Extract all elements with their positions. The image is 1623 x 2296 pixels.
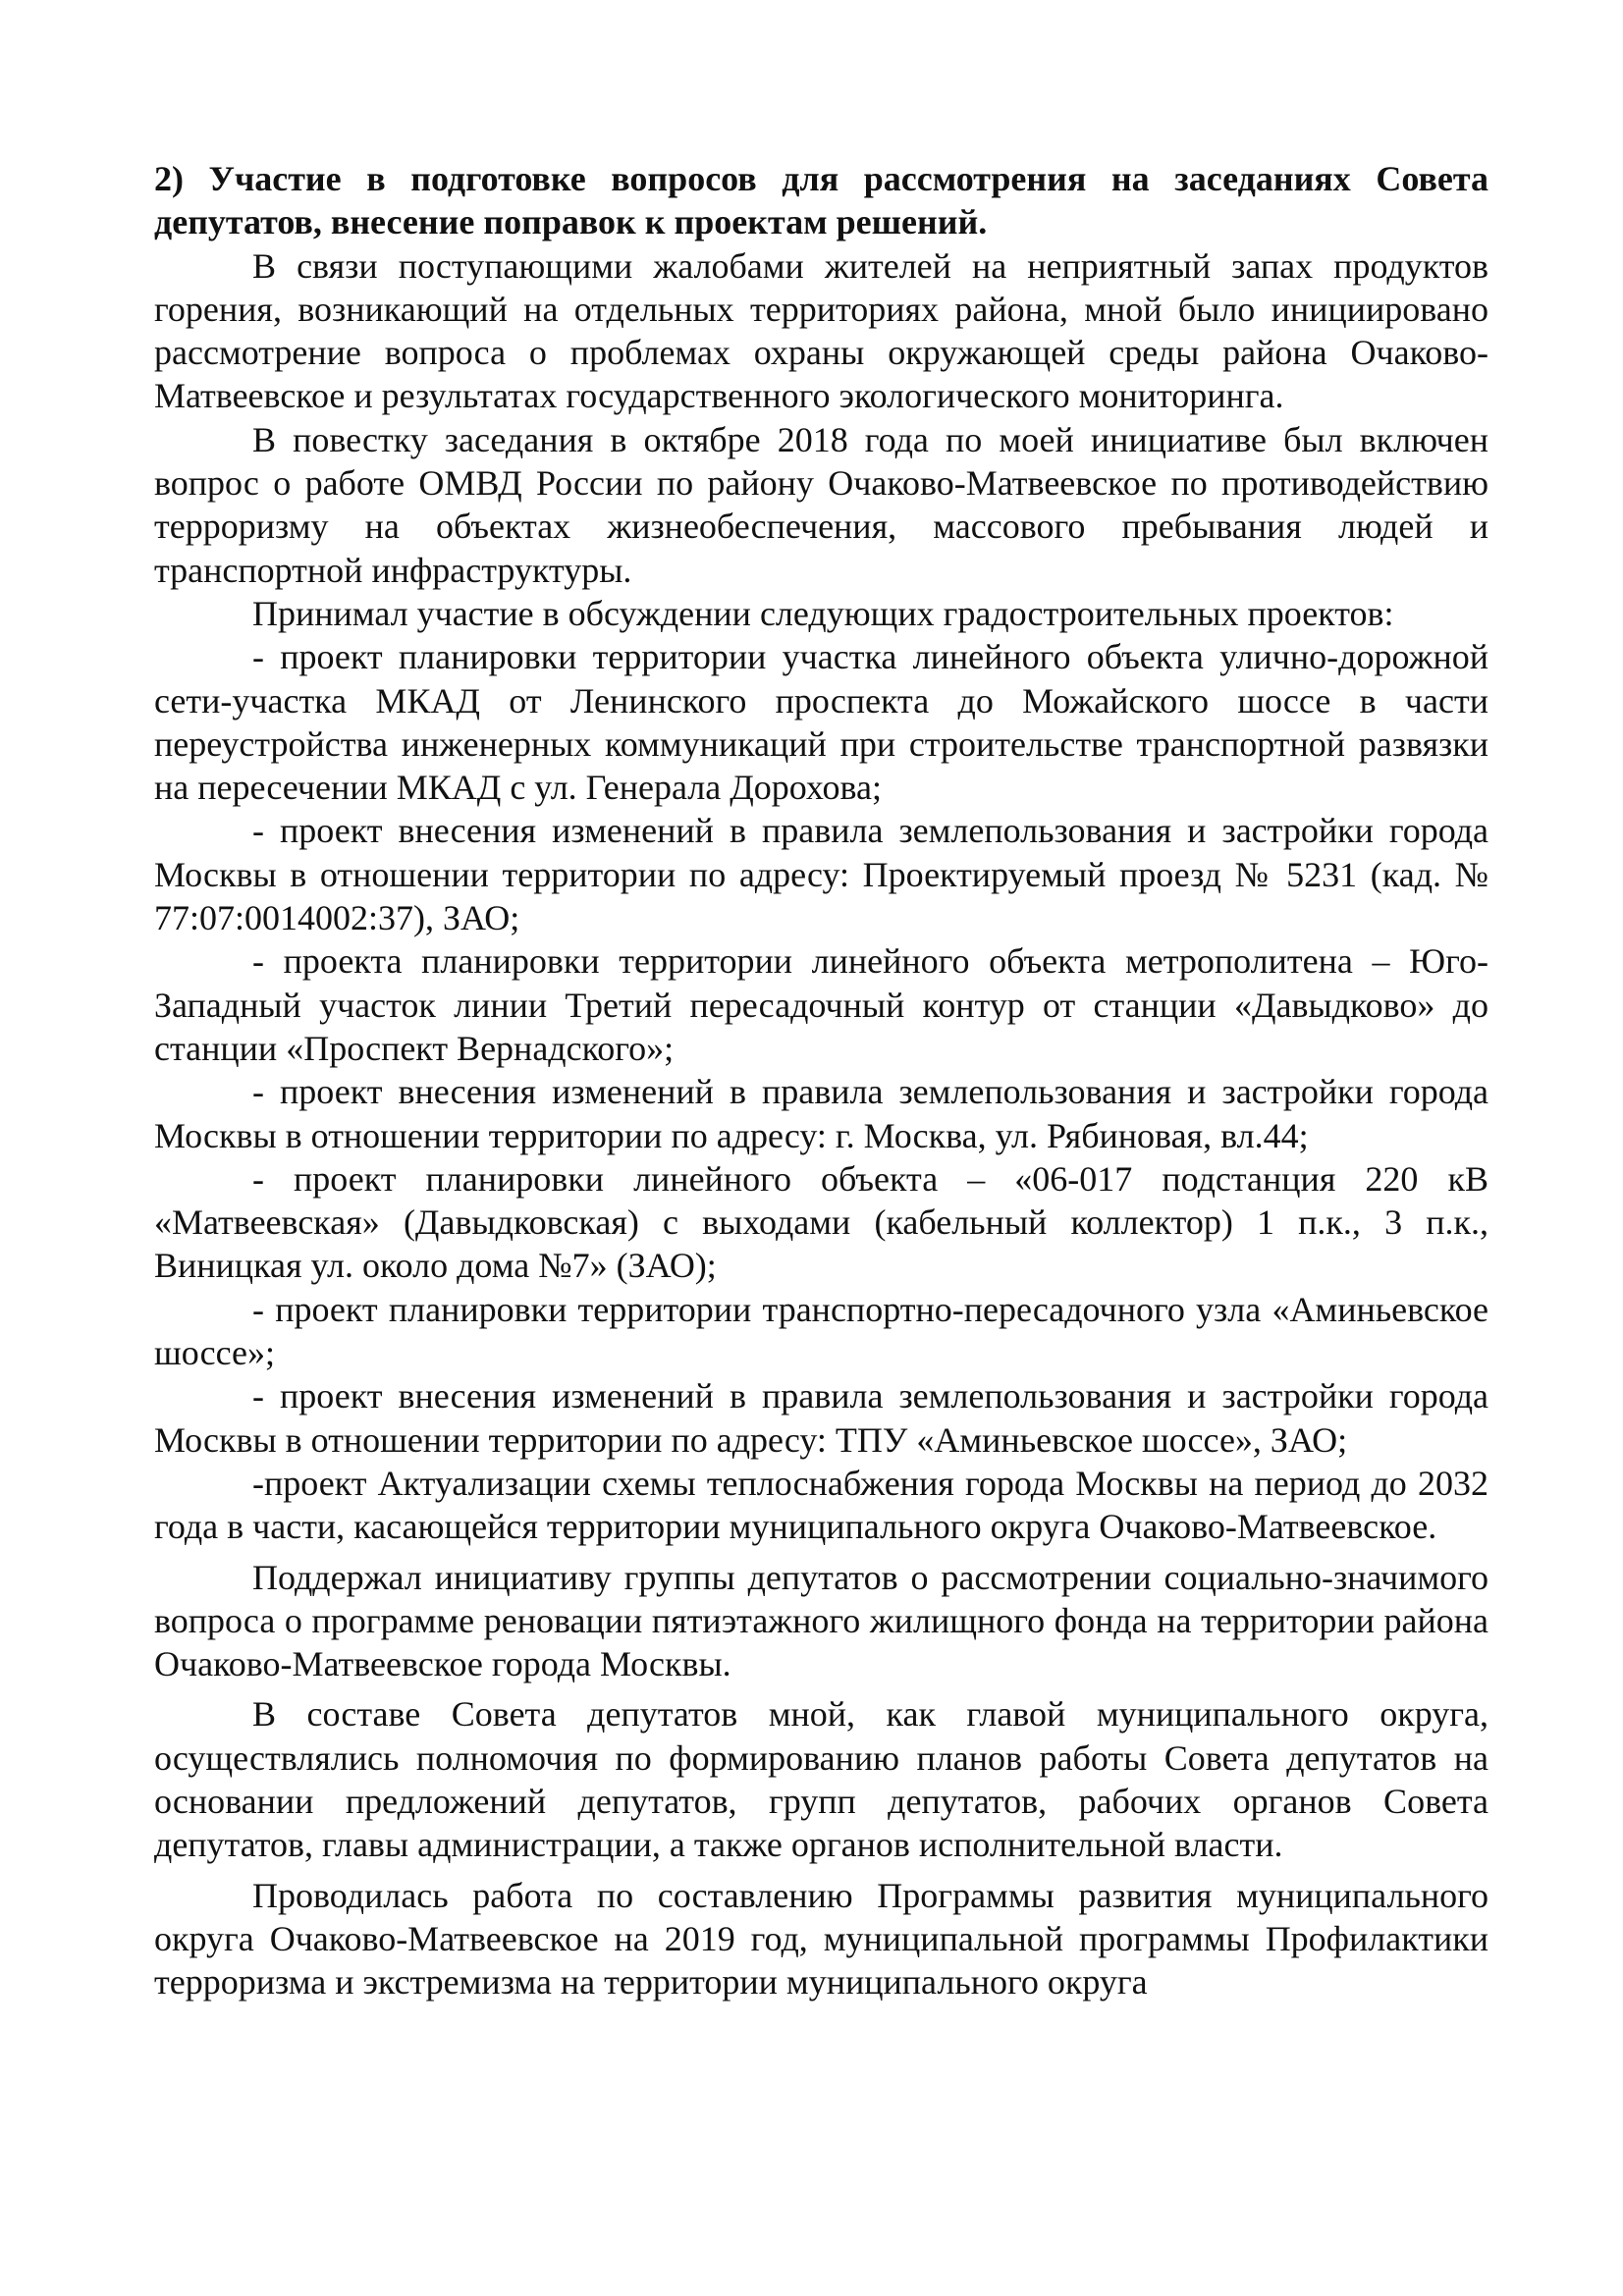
list-item-tpu-zoning: - проект внесения изменений в правила землепользования и застройки города Москвы в отношении территории по адресу: ТПУ «Аминьевское шоссе», ЗАО; bbox=[154, 1376, 1488, 1460]
paragraph-council-powers: В составе Совета депутатов мной, как главой муниципального округа, осуществлялись полномочия по формированию планов работы Совета депутатов на основании предложений депутатов, групп депутатов, рабочих органов Совета депутатов, главы администрации, а также органов исполнительной власти. bbox=[154, 1694, 1488, 1865]
paragraph-renovation: Поддержал инициативу группы депутатов о рассмотрении социально-значимого вопроса о программе реновации пятиэтажного жилищного фонда на территории района Очаково-Матвеевское города Москвы. bbox=[154, 1557, 1488, 1684]
list-item-tpu-planning: - проект планировки территории транспортно-пересадочного узла «Аминьевское шоссе»; bbox=[154, 1289, 1488, 1373]
list-item-ryabinovaya: - проект внесения изменений в правила землепользования и застройки города Москвы в отношении территории по адресу: г. Москва, ул. Рябиновая, вл.44; bbox=[154, 1072, 1488, 1155]
list-item-substation: - проект планировки линейного объекта – «06-017 подстанция 220 кВ «Матвеевская» (Давыдковская) с выходами (кабельный коллектор) 1 п.к., 3 п.к., Виницкая ул. около дома №7» (ЗАО); bbox=[154, 1158, 1488, 1286]
paragraph-complaints: В связи поступающими жалобами жителей на неприятный запах продуктов горения, возникающий на отдельных территориях района, мной было инициировано рассмотрение вопроса о проблемах охраны окружающей среды района Очаково-Матвеевское и результатах государственного экологического мониторинга. bbox=[154, 245, 1488, 416]
paragraph-projects-intro: Принимал участие в обсуждении следующих градостроительных проектов: bbox=[252, 593, 1394, 633]
list-item-mkad-project: - проект планировки территории участка линейного объекта улично-дорожной сети-участка МКАД от Ленинского проспекта до Можайского шоссе в части переустройства инженерных коммуникаций при строительстве транспортной развязки на пересечении МКАД с ул. Генерала Дорохова; bbox=[154, 637, 1488, 808]
section-heading: 2) Участие в подготовке вопросов для рассмотрения на заседаниях Совета депутатов, внесение поправок к проектам решений. bbox=[154, 159, 1488, 242]
list-item-heat-supply: -проект Актуализации схемы теплоснабжения города Москвы на период до 2032 года в части, касающейся территории муниципального округа Очаково-Матвеевское. bbox=[154, 1463, 1488, 1547]
paragraph-october-agenda: В повестку заседания в октябре 2018 года по моей инициативе был включен вопрос о работе ОМВД России по району Очаково-Матвеевское по противодействию терроризму на объектах жизнеобеспечения, массового пребывания людей и транспортной инфраструктуры. bbox=[154, 419, 1488, 590]
paragraph-programs: Проводилась работа по составлению Программы развития муниципального округа Очаково-Матвеевское на 2019 год, муниципальной программы Профилактики терроризма и экстремизма на территории муниципального округа bbox=[154, 1875, 1488, 2002]
list-item-metro-project: - проекта планировки территории линейного объекта метрополитена – Юго-Западный участок линии Третий пересадочный контур от станции «Давыдково» до станции «Проспект Вернадского»; bbox=[154, 941, 1488, 1068]
list-item-proezd-5231: - проект внесения изменений в правила землепользования и застройки города Москвы в отношении территории по адресу: Проектируемый проезд № 5231 (кад. № 77:07:0014002:37), ЗАО; bbox=[154, 811, 1488, 938]
